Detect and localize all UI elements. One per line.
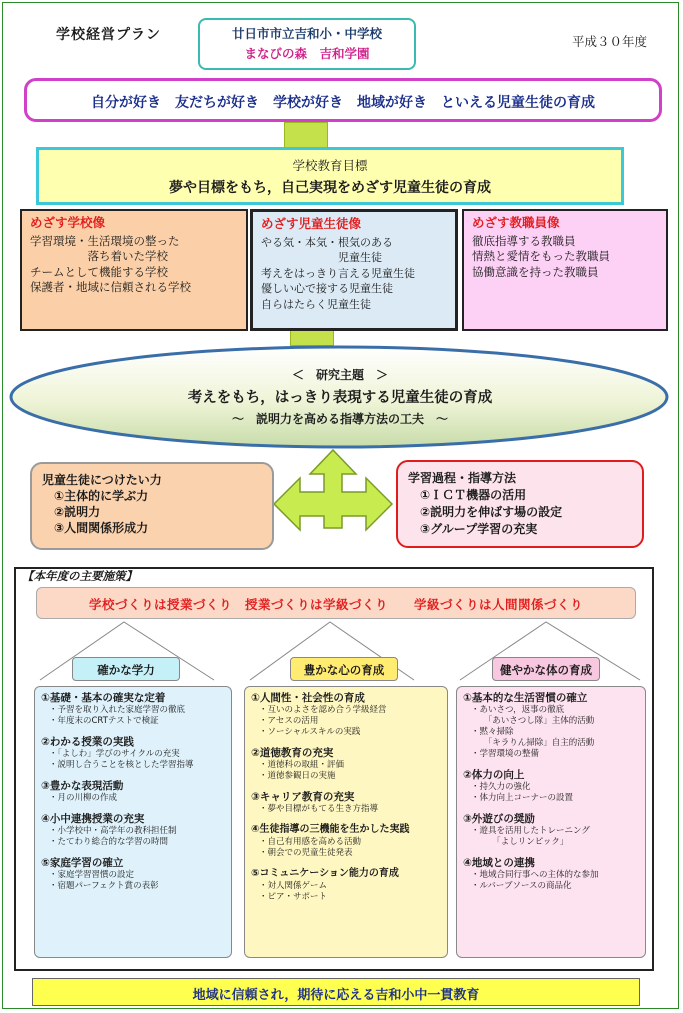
policy-item (463, 768, 639, 804)
policy-bullet: ・宿題パーフェクト賞の表彰 (49, 881, 159, 891)
main-policies-heading: 【本年度の主要施策】 (22, 569, 137, 583)
teaching-method-item: ③グループ学習の充実 (420, 522, 538, 536)
vision-statement: 自分が好き 友だちが好き 学校が好き 地域が好き といえる児童生徒の育成 (24, 78, 662, 122)
ideal-teacher-line: 徹底指導する教職員 (472, 233, 576, 248)
ideal-school-line: チームとして機能する学校 (30, 264, 168, 279)
policy-item-heading: ②道徳教育の充実 (251, 747, 334, 759)
pillar-health-column (456, 686, 646, 958)
policy-bullet: ・「よしわ」学びのサイクルの充実 (49, 749, 180, 759)
target-skills-box (30, 462, 274, 550)
policy-bullet: ・持久力の強化 (471, 782, 531, 792)
policy-item (251, 823, 441, 859)
education-goal-text: 夢や目標をもち，自己実現をめざす児童生徒の育成 (169, 180, 491, 196)
target-skills-title: 児童生徒につけたい力 (42, 473, 162, 487)
ideal-student-box (250, 209, 458, 331)
policy-bullet: ・黙々掃除 (471, 727, 514, 737)
policy-item (463, 812, 639, 848)
pillar-academic-title: 確かな学力 (72, 657, 180, 681)
policy-bullet: ・朝会での児童生徒発表 (259, 848, 353, 858)
policy-bullet: ・説明し合うことを核とした学習指導 (49, 760, 194, 770)
research-theme: 考えをもち，はっきり表現する児童生徒の育成 (187, 390, 493, 406)
target-skill-item: ③人間関係形成力 (54, 521, 149, 535)
policy-bullet: ・年度末のCRTテストで検証 (49, 716, 159, 726)
school-subtitle: まなびの森 吉和学園 (244, 46, 370, 61)
policy-item (463, 856, 639, 892)
ideal-teacher-line: 情熱と愛情をもった教職員 (472, 249, 610, 263)
policy-bullet: ・夢や目標がもてる生き方指導 (259, 804, 379, 814)
policy-bullet: ・対人関係ゲーム (259, 881, 328, 891)
school-name-box (198, 18, 416, 70)
policy-bullet: ・学習環境の整備 (471, 749, 540, 759)
motto-banner: 学校づくりは授業づくり 授業づくりは学級づくり 学級づくりは人間関係づくり (36, 587, 636, 619)
ideal-school-line: 保護者・地域に信頼される学校 (30, 280, 191, 294)
target-skill-item: ②説明力 (54, 505, 101, 519)
policy-bullet: ・月の川柳の作成 (49, 793, 118, 803)
policy-item-heading: ④小中連携授業の充実 (41, 813, 145, 825)
research-heading: ＜ 研究主題 ＞ (291, 368, 388, 382)
ideal-teacher-line: 協働意識を持った教職員 (472, 264, 599, 279)
policy-item-heading: ②体力の向上 (463, 769, 525, 781)
ideal-school-line: 学習環境・生活環境の整った (30, 233, 180, 248)
policy-bullet: ・遊具を活用したトレーニング (471, 826, 590, 836)
policy-item-heading: ⑤家庭学習の確立 (41, 857, 124, 869)
year-label: 平成３０年度 (572, 34, 648, 49)
policy-bullet: 「よしリンピック」 (471, 837, 569, 847)
research-text (30, 366, 650, 427)
policy-bullet: ・ルバーブソースの商品化 (471, 881, 572, 891)
policy-bullet: ・ピア・サポート (259, 892, 328, 902)
policy-item (463, 691, 639, 760)
policy-item-heading: ②わかる授業の実践 (41, 736, 134, 748)
pillar-heart-column (244, 686, 448, 958)
policy-bullet: ・道徳参観日の実施 (259, 771, 336, 781)
pillar-heart-title: 豊かな心の育成 (290, 657, 398, 681)
ideal-teacher-box (462, 209, 668, 331)
policy-item-heading: ⑤コミュニケーション能力の育成 (251, 868, 399, 879)
policy-item-heading: ③豊かな表現活動 (41, 780, 124, 792)
policy-bullet: ・互いのよさを認め合う学級経営 (259, 705, 387, 715)
teaching-methods-title: 学習過程・指導方法 (408, 471, 517, 485)
policy-item (41, 856, 225, 892)
ideal-student-line: 優しい心で接する児童生徒 (261, 282, 393, 295)
policy-bullet: ・アセスの活用 (259, 716, 319, 726)
policy-item (251, 790, 441, 815)
ideal-student-line: 児童生徒 (261, 251, 382, 264)
three-way-arrow (270, 448, 396, 542)
teaching-method-item: ②説明力を伸ばす場の設定 (420, 505, 563, 519)
policy-item-heading: ①基礎・基本の確実な定着 (41, 692, 166, 704)
ideal-school-box (20, 209, 248, 331)
policy-bullet: ・予習を取り入れた家庭学習の徹底 (49, 705, 186, 715)
plan-title: 学校経営プラン (56, 27, 161, 43)
connector-vision-goal (284, 122, 328, 148)
policy-item (41, 779, 225, 804)
policy-item (251, 691, 441, 738)
policy-bullet: ・体力向上コーナーの設置 (471, 793, 574, 803)
bottom-slogan: 地域に信頼され，期待に応える吉和小中一貫教育 (32, 978, 640, 1006)
policy-item-heading: ④地域との連携 (463, 857, 535, 869)
ideal-student-heading: めざす児童生徒像 (261, 216, 362, 231)
policy-bullet: ・ソーシャルスキルの実践 (259, 727, 361, 737)
education-goal-title: 学校教育目標 (292, 158, 368, 173)
policy-bullet: 「キラりん掃除」自主的活動 (471, 738, 595, 748)
policy-bullet: ・あいさつ，返事の徹底 (471, 705, 565, 715)
ideal-student-line: 考えをはっきり言える児童生徒 (261, 266, 415, 280)
policy-item-heading: ③キャリア教育の充実 (251, 791, 355, 803)
school-name: 廿日市市立吉和小・中学校 (231, 26, 382, 41)
ideal-school-heading: めざす学校像 (30, 215, 106, 230)
teaching-method-item: ①ＩＣＴ機器の活用 (420, 488, 527, 502)
policy-item-heading: ③外遊びの奨励 (463, 813, 535, 825)
teaching-methods-box (396, 460, 644, 548)
education-goal-box (36, 147, 624, 205)
ideal-school-line: 落ち着いた学校 (30, 249, 168, 263)
policy-item (251, 867, 441, 903)
pillar-health-title: 健やかな体の育成 (492, 657, 600, 681)
policy-bullet: ・自己有用感を高める活動 (259, 837, 362, 847)
policy-bullet: 「あいさつし隊」主体的活動 (471, 716, 595, 726)
policy-item-heading: ①基本的な生活習慣の確立 (463, 692, 588, 704)
ideal-teacher-heading: めざす教職員像 (472, 215, 560, 230)
policy-bullet: ・地域合同行事への主体的な参加 (471, 870, 599, 880)
policy-item (41, 812, 225, 848)
policy-bullet: ・道徳科の取組・評価 (259, 760, 345, 770)
policy-item (41, 691, 225, 727)
pillar-academic-column (34, 686, 232, 958)
policy-item (41, 735, 225, 771)
policy-item-heading: ④生徒指導の三機能を生かした実践 (251, 824, 410, 835)
policy-bullet: ・たてわり総合的な学習の時間 (49, 837, 169, 847)
ideal-student-line: やる気・本気・根気のある (261, 235, 393, 249)
research-subtitle: ～ 説明力を高める指導方法の工夫 ～ (231, 412, 448, 426)
policy-bullet: ・家庭学習習慣の設定 (49, 870, 135, 880)
target-skill-item: ①主体的に学ぶ力 (54, 489, 149, 503)
policy-item (251, 746, 441, 782)
policy-bullet: ・小学校中・高学年の教科担任制 (49, 826, 177, 836)
policy-item-heading: ①人間性・社会性の育成 (251, 692, 365, 704)
ideal-student-line: 自らはたらく児童生徒 (261, 297, 371, 311)
